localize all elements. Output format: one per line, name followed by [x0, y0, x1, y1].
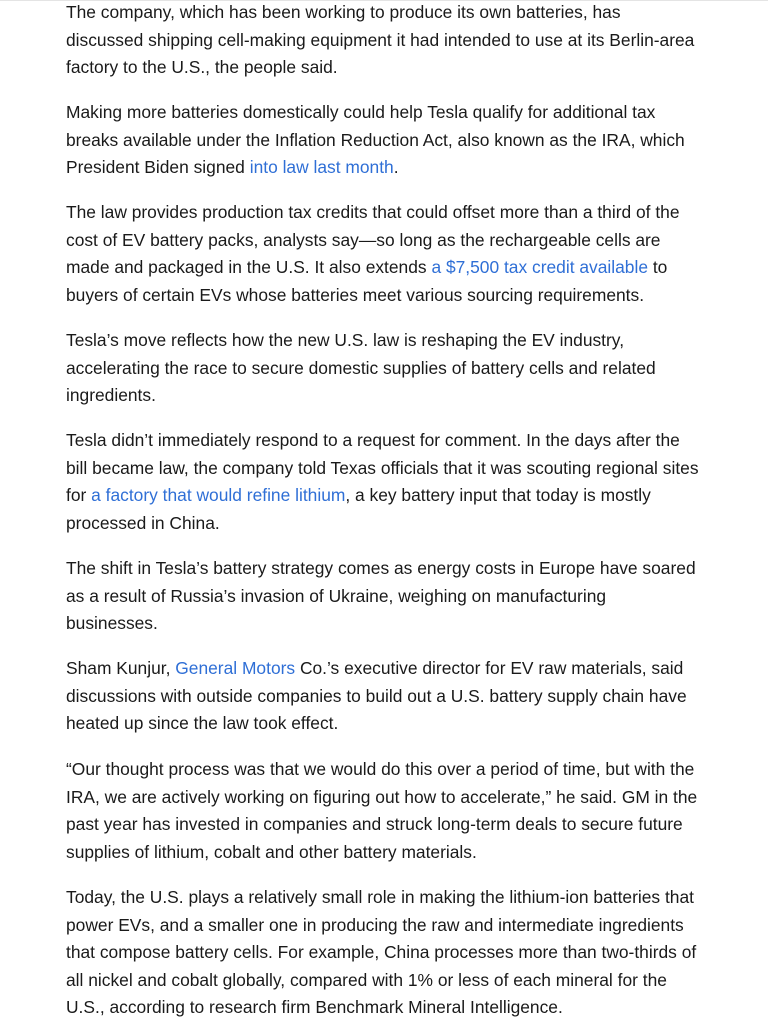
link-lithium-factory[interactable]: a factory that would refine lithium	[91, 485, 346, 506]
link-general-motors[interactable]: General Motors	[175, 658, 296, 678]
paragraph	[66, 427, 702, 537]
paragraph: Tesla’s move reflects how the new U.S. law is reshaping the EV industry, accelerating the race to secure domestic supplies of battery cells and related ingredients.	[66, 330, 656, 406]
paragraph	[66, 99, 702, 182]
paragraph-text: Tesla didn’t immediately respond to a request for comment. In the days after the bill became law, the company told Texas officials that it was scouting regional sites for	[66, 430, 699, 506]
paragraph-text: Sham Kunjur,	[66, 658, 176, 678]
paragraph: The shift in Tesla’s battery strategy comes as energy costs in Europe have soared as a result of Russia’s invasion of Ukraine, weighing on manufacturing businesses.	[66, 558, 696, 634]
paragraph	[66, 199, 702, 309]
paragraph: Today, the U.S. plays a relatively small role in making the lithium-ion batteries that power EVs, and a smaller one in producing the raw and intermediate ingredients that compose battery cells. For example, China processes more than two-thirds of all nickel and cobalt globally, compared with 1% or less of each mineral for the U.S., according to research firm Benchmark Mineral Intelligence.	[66, 887, 697, 1018]
paragraph-text: Making more batteries domestically could help Tesla qualify for additional tax breaks available under the Inflation Reduction Act, also known as the IRA, which President Biden signed	[66, 102, 685, 178]
paragraph-text: The law provides production tax credits that could offset more than a third of the cost of EV battery packs, analysts say—so long as the rechargeable cells are made and packaged in the U.S. It also extends	[66, 202, 680, 278]
paragraph-text: , a key battery input that today is mostly processed in China.	[66, 485, 651, 533]
paragraph: The company, which has been working to produce its own batteries, has discussed shipping cell-making equipment it had intended to use at its Berlin-area factory to the U.S., the people said.	[66, 2, 695, 78]
paragraph-text: Co.’s executive director for EV raw materials, said discussions with outside companies to build out a U.S. battery supply chain have heated up since the law took effect.	[66, 658, 687, 734]
link-into-law-last-month[interactable]: into law last month	[249, 157, 394, 178]
paragraph	[66, 655, 702, 738]
link-tax-credit[interactable]: a $7,500 tax credit available	[431, 257, 648, 278]
paragraph: “Our thought process was that we would do this over a period of time, but with the IRA, we are actively working on figuring out how to accelerate,” he said. GM in the past year has invested in companies and struck long-term deals to secure future supplies of lithium, cobalt and other battery materials.	[66, 759, 698, 862]
paragraph-text: .	[393, 157, 399, 178]
paragraph-text: to buyers of certain EVs whose batteries meet various sourcing requirements.	[66, 257, 668, 305]
